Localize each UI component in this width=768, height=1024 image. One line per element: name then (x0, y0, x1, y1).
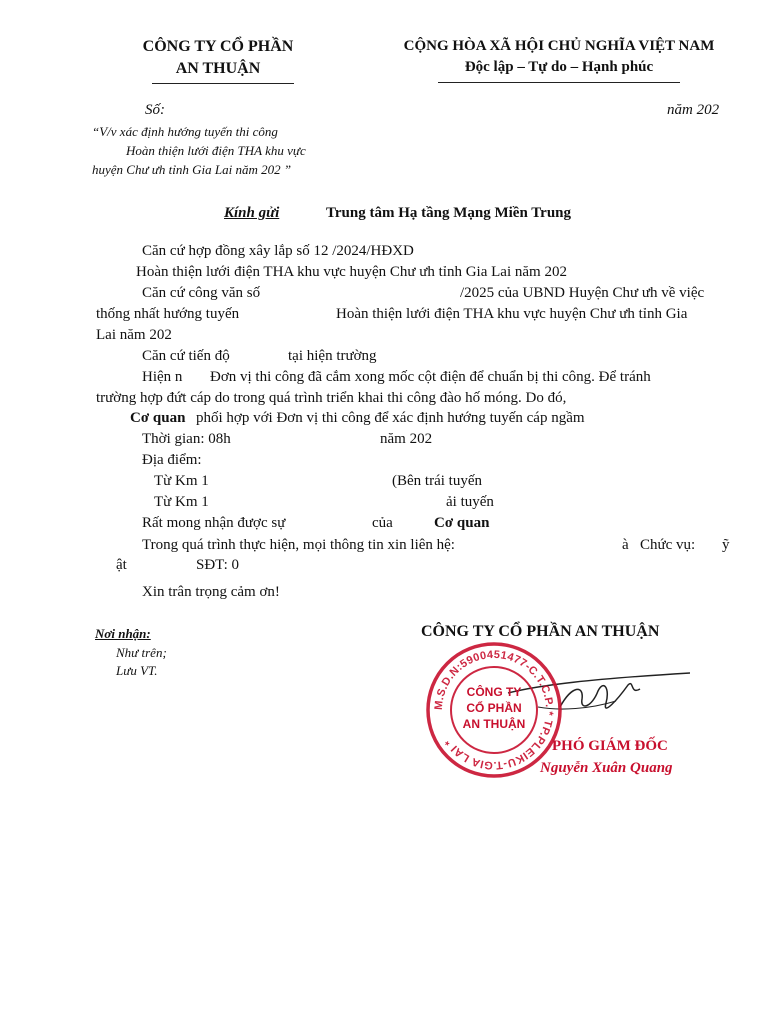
contact-line-e: ật (116, 557, 127, 573)
recipient-item-2: Lưu VT. (116, 663, 158, 678)
company-name-line1: CÔNG TY CỔ PHẦN (142, 38, 294, 55)
body-line-4a: thống nhất hướng tuyến (96, 306, 240, 322)
meeting-location-label: Địa điểm: (142, 452, 202, 468)
seal-ring-text: M.S.D.N:5900451477-C.T.C.P. * TP.PLEIKU-T.GIA LAI * (432, 648, 556, 772)
seal-center-line2: CỔ PHẦN (466, 701, 522, 715)
location-2-side: ải tuyến (446, 494, 494, 510)
body-line-9a: Cơ quan (130, 410, 186, 426)
nation-title: CỘNG HÒA XÃ HỘI CHỦ NGHĨA VIỆT NAM (403, 38, 715, 54)
recipient-name: Trung tâm Hạ tầng Mạng Miền Trung (326, 205, 572, 221)
contact-line-a: Trong quá trình thực hiện, mọi thông tin xin liên hệ: (142, 537, 455, 553)
motto-underline (438, 82, 680, 83)
location-1-side: (Bên trái tuyến (392, 473, 482, 489)
body-line-7b: Đơn vị thi công đã cắm xong mốc cột điện để chuẩn bị thi công. Để tránh (210, 369, 651, 385)
subject-line-1: “V/v xác định hướng tuyến thi công (92, 124, 278, 139)
document-date: năm 202 (667, 102, 720, 118)
body-line-5: Lai năm 202 (96, 327, 172, 343)
nation-motto: Độc lập – Tự do – Hạnh phúc (464, 59, 654, 75)
subject-line-3: huyện Chư ưh tỉnh Gia Lai năm 202 ” (92, 162, 292, 177)
signer-name: Nguyễn Xuân Quang (540, 760, 673, 776)
body-line-14b: của (372, 515, 393, 531)
company-seal-icon (424, 640, 564, 780)
seal-center-line1: CÔNG TY (466, 685, 522, 699)
document-number-label: Số: (145, 102, 165, 118)
recipient-item-1: Như trên; (116, 645, 167, 660)
body-line-9b: phối hợp với Đơn vị thi công để xác định hướng tuyến cáp ngầm (196, 410, 585, 426)
signing-company-name: CÔNG TY CỔ PHẦN AN THUẬN (421, 623, 660, 640)
body-line-3a: Căn cứ công văn số (142, 285, 261, 301)
body-line-8: trường hợp đứt cáp do trong quá trình triển khai thi công đào hố móng. Do đó, (96, 390, 567, 406)
body-line-14c: Cơ quan (434, 515, 490, 531)
contact-position: Chức vụ: (640, 537, 696, 553)
body-line-4b: Hoàn thiện lưới điện THA khu vực huyện Chư ưh tỉnh Gia (336, 306, 688, 322)
body-line-6b: tại hiện trường (288, 348, 377, 364)
signer-title: PHÓ GIÁM ĐỐC (552, 738, 668, 754)
body-line-3b: /2025 của UBND Huyện Chư ưh về việc (460, 285, 705, 301)
company-name-line2: AN THUẬN (175, 60, 261, 77)
body-line-7a: Hiện n (142, 369, 183, 385)
location-2-start: Từ Km 1 (154, 494, 209, 510)
meeting-time-year: năm 202 (380, 431, 433, 447)
body-line-14a: Rất mong nhận được sự (142, 515, 286, 531)
company-underline (152, 83, 294, 84)
location-1-start: Từ Km 1 (154, 473, 209, 489)
meeting-time-label: Thời gian: 08h (142, 431, 231, 447)
subject-line-2: Hoàn thiện lưới điện THA khu vực (126, 143, 306, 158)
contact-line-d: ỹ (722, 537, 730, 553)
body-line-1: Căn cứ hợp đồng xây lắp số 12 /2024/HĐXD (142, 243, 414, 259)
contact-phone: SĐT: 0 (196, 557, 240, 573)
body-line-6a: Căn cứ tiến độ (142, 348, 230, 364)
closing-thanks: Xin trân trọng cảm ơn! (142, 584, 280, 600)
contact-line-b: à (622, 537, 629, 553)
recipients-label: Nơi nhận: (95, 626, 151, 641)
seal-center-line3: AN THUẬN (462, 717, 526, 731)
recipient-label: Kính gửi (224, 205, 280, 221)
body-line-2: Hoàn thiện lưới điện THA khu vực huyện Chư ưh tỉnh Gia Lai năm 202 (136, 264, 567, 280)
